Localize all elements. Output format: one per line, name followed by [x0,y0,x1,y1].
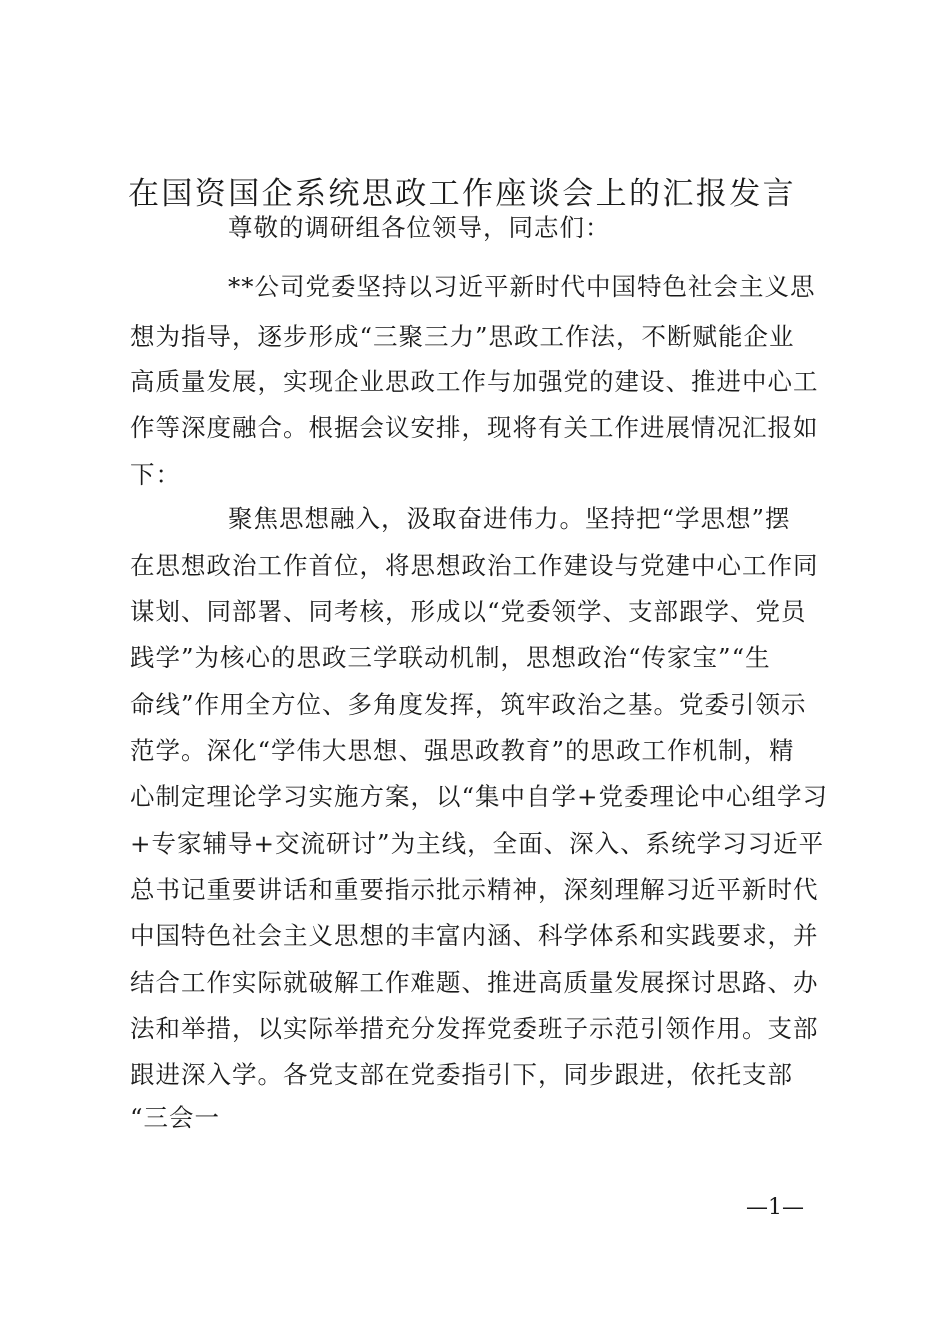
paragraph-2-line-8: +专家辅导+交流研讨”为主线，全面、深入、系统学习习近平 [130,829,825,858]
paragraph-2-line-10: 中国特色社会主义思想的丰富内涵、科学体系和实践要求，并 [130,921,819,950]
paragraph-1-line-2: 想为指导，逐步形成“三聚三力”思政工作法，不断赋能企业 [130,322,795,351]
paragraph-1-line-1: **公司党委坚持以习近平新时代中国特色社会主义思 [228,272,816,301]
page-number: —1— [746,1195,804,1220]
paragraph-2-line-3: 谋划、同部署、同考核，形成以“党委领学、支部跟学、党员 [130,597,807,626]
paragraph-2-line-1: 聚焦思想融入，汲取奋进伟力。坚持把“学思想”摆 [228,504,791,533]
paragraph-1-line-5: 下： [130,460,181,489]
document-title: 在国资国企系统思政工作座谈会上的汇报发言 [128,176,796,212]
paragraph-2-line-11: 结合工作实际就破解工作难题、推进高质量发展探讨思路、办 [130,968,819,997]
paragraph-2-line-6: 范学。深化“学伟大思想、强思政教育”的思政工作机制，精 [130,736,795,765]
paragraph-2-line-12: 法和举措，以实际举措充分发挥党委班子示范引领作用。支部 [130,1014,819,1043]
paragraph-2-line-2: 在思想政治工作首位，将思想政治工作建设与党建中心工作同 [130,551,819,580]
paragraph-2-line-5: 命线”作用全方位、多角度发挥，筑牢政治之基。党委引领示 [130,690,807,719]
paragraph-2-line-14: “三会一 [130,1103,221,1132]
salutation: 尊敬的调研组各位领导，同志们： [228,213,611,242]
paragraph-1-line-3: 高质量发展，实现企业思政工作与加强党的建设、推进中心工 [130,367,819,396]
paragraph-2-line-4: 践学”为核心的思政三学联动机制，思想政治“传家宝”“生 [130,643,771,672]
paragraph-1-line-4: 作等深度融合。根据会议安排，现将有关工作进展情况汇报如 [130,413,819,442]
paragraph-2-line-9: 总书记重要讲话和重要指示批示精神，深刻理解习近平新时代 [130,875,819,904]
paragraph-2-line-7: 心制定理论学习实施方案，以“集中自学+党委理论中心组学习 [130,782,829,811]
paragraph-2-line-13: 跟进深入学。各党支部在党委指引下，同步跟进，依托支部 [130,1060,793,1089]
